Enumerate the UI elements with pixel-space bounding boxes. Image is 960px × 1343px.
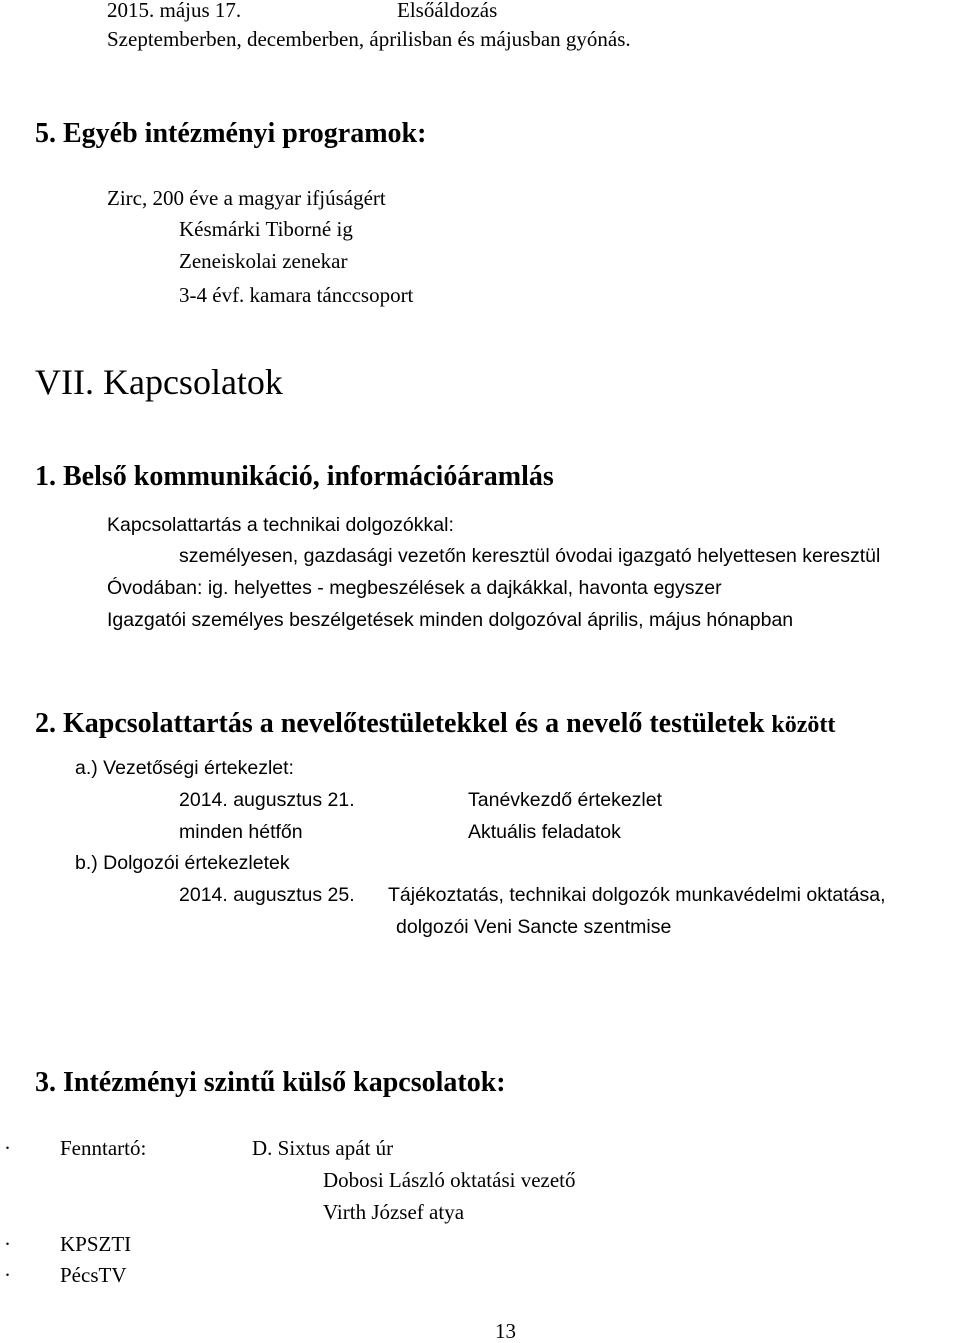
sub2-heading (35, 710, 835, 738)
a-row-what: Tanévkezdő értekezlet (468, 789, 663, 811)
sub1-heading: 1. Belső kommunikáció, információáramlás (35, 461, 554, 492)
a-row-when: 2014. augusztus 21. (179, 789, 355, 811)
bullet-icon: · (4, 1263, 11, 1287)
sub1-line: Kapcsolattartás a technikai dolgozókkal: (107, 514, 454, 536)
sub1-line: Igazgatói személyes beszélgetések minden dolgozóval április, május hónapban (107, 609, 794, 631)
a-label: a.) Vezetőségi értekezlet: (75, 757, 294, 779)
program-item: Késmárki Tiborné ig (179, 217, 353, 241)
sub2-heading-main: 2. Kapcsolattartás a nevelőtestületekkel és a nevelő testületek (35, 708, 765, 739)
a-row-what: Aktuális feladatok (468, 821, 621, 843)
date-line: 2015. május 17. (107, 0, 242, 22)
program-item: 3-4 évf. kamara tánccsoport (179, 283, 414, 307)
program-item: Zeneiskolai zenekar (179, 249, 348, 273)
partner-item: KPSZTI (60, 1232, 132, 1256)
event-label: Elsőáldozás (397, 0, 498, 22)
chapter-title: VII. Kapcsolatok (35, 362, 283, 402)
section-5-heading: 5. Egyéb intézményi programok: (35, 118, 427, 149)
b-what: Tájékoztatás, technikai dolgozók munkavédelmi oktatása, (388, 884, 886, 906)
a-row-when: minden hétfőn (179, 821, 303, 843)
bullet-icon: · (4, 1232, 11, 1256)
b-label: b.) Dolgozói értekezletek (75, 852, 290, 874)
b-what: dolgozói Veni Sancte szentmise (396, 916, 672, 938)
fenntarto-name: Dobosi László oktatási vezető (323, 1168, 576, 1192)
bullet-icon: · (4, 1136, 11, 1160)
fenntarto-label: Fenntartó: (60, 1136, 147, 1160)
fenntarto-name: Virth József atya (323, 1200, 465, 1224)
program-item: Zirc, 200 éve a magyar ifjúságért (107, 186, 386, 210)
sub1-line: Óvodában: ig. helyettes - megbeszélések a dajkákkal, havonta egyszer (107, 577, 722, 599)
sub2-heading-tail: között (771, 712, 836, 738)
b-when: 2014. augusztus 25. (179, 884, 355, 906)
confession-line: Szeptemberben, decemberben, áprilisban és májusban gyónás. (107, 27, 631, 51)
page-number: 13 (495, 1319, 516, 1343)
sub1-line: személyesen, gazdasági vezetőn keresztül óvodai igazgató helyettesen keresztül (179, 545, 881, 567)
fenntarto-name: D. Sixtus apát úr (252, 1136, 394, 1160)
partner-item: PécsTV (60, 1263, 127, 1287)
sub3-heading: 3. Intézményi szintű külső kapcsolatok: (35, 1067, 506, 1098)
